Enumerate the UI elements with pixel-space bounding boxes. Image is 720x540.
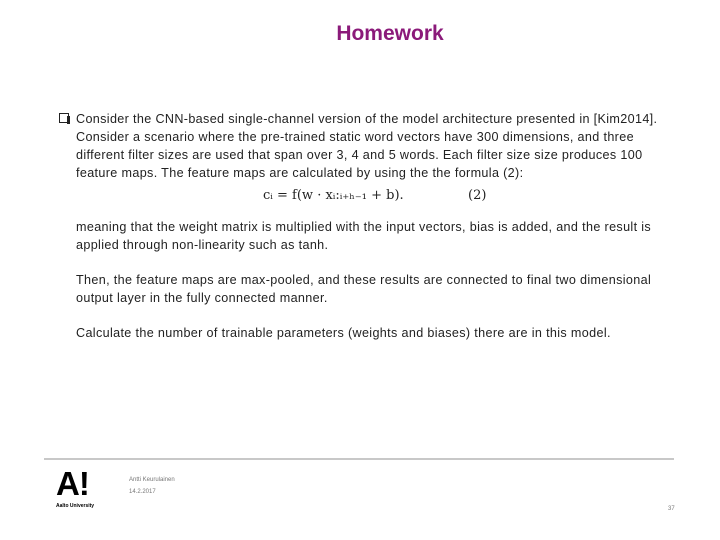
formula-expression: cᵢ = f(w · xᵢ:ᵢ₊ₕ₋₁ + b). [263, 188, 404, 203]
slide-title: Homework [336, 22, 444, 45]
bullet-item [58, 110, 678, 182]
logo-mark: A! [56, 465, 89, 502]
checkbox-bullet-icon [59, 113, 69, 123]
footer-author: Antti Keurulainen [129, 477, 175, 483]
slide-content [58, 110, 678, 342]
aalto-logo [56, 465, 104, 514]
footer-divider [44, 458, 674, 460]
paragraph-weights: meaning that the weight matrix is multiplied with the input vectors, bias is added, and the result is applied through non-linearity such as tanh. [76, 220, 652, 252]
formula [58, 186, 678, 208]
footer-date: 14.2.2017 [129, 489, 156, 495]
paragraph-pooling: Then, the feature maps are max-pooled, and these results are connected to final two dimensional output layer in the fully connected manner. [76, 273, 652, 305]
formula-number: (2) [468, 188, 487, 203]
page-number: 37 [668, 506, 675, 512]
logo-text: Aalto University [56, 503, 95, 509]
paragraph-question: Calculate the number of trainable parameters (weights and biases) there are in this model. [76, 326, 611, 340]
bullet-text: Consider the CNN-based single-channel version of the model architecture presented in [Kim2014]. Consider a scenario where the pre-trained static word vectors have 300 dimensions, and three different filter sizes are used that span over 3, 4 and 5 words. Each filter size size produces 100 feature maps. The feature maps are calculated by using the the formula (2): [76, 112, 658, 180]
